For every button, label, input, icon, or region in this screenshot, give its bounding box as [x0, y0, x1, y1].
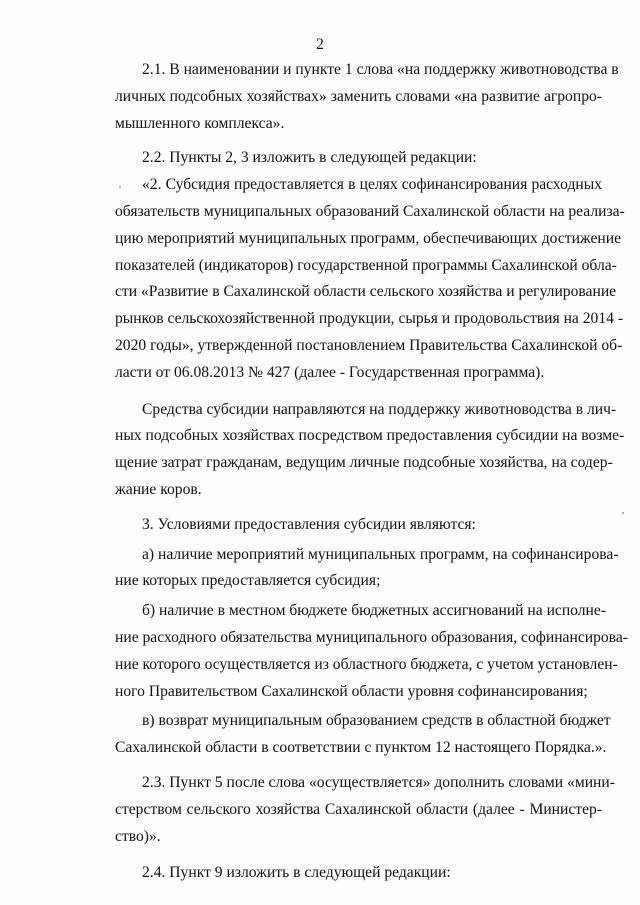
text-line: рынков сельскохозяйственной продукции, сырья и продовольствия на 2014 -: [115, 310, 624, 328]
text-line: 3. Условиями предоставления субсидии являются:: [142, 515, 476, 533]
paragraph-2-3: [115, 770, 615, 850]
text-line: ние расходного обязательства муниципального образования, софинансирова-: [115, 628, 628, 646]
text-line: ство)».: [115, 827, 161, 845]
text-line: щение затрат гражданам, ведущим личные подсобные хозяйства, на содер-: [115, 454, 613, 472]
paragraph-condition-b: [115, 598, 628, 705]
paragraph-condition-a: [115, 542, 619, 596]
text-line: 2.1. В наименовании и пункте 1 слова «на поддержку животноводства в: [142, 61, 619, 78]
text-line: а) наличие мероприятий муниципальных программ, на софинансирова-: [142, 545, 619, 563]
text-line: мышленного комплекса».: [115, 114, 285, 132]
text-line: ние которых предоставляется субсидия;: [115, 572, 381, 590]
paragraph-2-1: [115, 57, 619, 137]
text-line: показателей (индикаторов) государственной программы Сахалинской обла-: [115, 256, 617, 274]
text-line: сти «Развитие в Сахалинской области сельского хозяйства и регулирование: [115, 283, 617, 301]
paragraph-condition-v: [115, 708, 611, 762]
paragraph-quoted-item-2: [115, 172, 625, 386]
text-line: ласти от 06.08.2013 № 427 (далее - Государственная программа).: [115, 363, 545, 381]
text-line: обязательств муниципальных образований Сахалинской области на реализа-: [115, 202, 625, 220]
text-line: ного Правительством Сахалинской области уровня софинансирования;: [115, 682, 588, 700]
text-line: цию мероприятий муниципальных программ, обеспечивающих достижение: [115, 229, 622, 247]
scan-speck: [119, 186, 121, 188]
paragraph-subsidy-funds: [115, 397, 625, 504]
text-line: личных подсобных хозяйствах» заменить словами «на развитие агропро-: [115, 87, 602, 105]
text-line: б) наличие в местном бюджете бюджетных ассигнований на исполне-: [142, 602, 607, 620]
page-number: 2: [316, 36, 324, 53]
text-line: в) возврат муниципальным образованием средств в областной бюджет: [142, 712, 611, 730]
scan-speck: [622, 512, 624, 514]
paragraph-item-3: [115, 512, 602, 539]
text-line: Средства субсидии направляются на поддержку животноводства в лич-: [142, 400, 617, 418]
text-line: жание коров.: [115, 480, 202, 498]
text-line: «2. Субсидия предоставляется в целях софинансирования расходных: [142, 176, 602, 194]
paragraph-2-4: [115, 860, 602, 887]
text-line: 2.3. Пункт 5 после слова «осуществляется» дополнить словами «мини-: [142, 773, 615, 791]
text-line: Сахалинской области в соответствии с пунктом 12 настоящего Порядка.».: [115, 739, 607, 757]
paragraph-2-2: [115, 145, 602, 172]
text-line: ние которого осуществляется из областного бюджета, с учетом установлен-: [115, 655, 618, 673]
text-line: 2020 годы», утвержденной постановлением Правительства Сахалинской об-: [115, 336, 623, 354]
text-line: стерством сельского хозяйства Сахалинской области (далее - Министер-: [115, 800, 602, 818]
text-line: ных подсобных хозяйствах посредством предоставления субсидии на возме-: [115, 427, 625, 445]
text-line: 2.2. Пункты 2, 3 изложить в следующей редакции:: [142, 149, 477, 167]
document-body: [115, 57, 628, 887]
text-line: 2.4. Пункт 9 изложить в следующей редакции:: [142, 864, 451, 882]
